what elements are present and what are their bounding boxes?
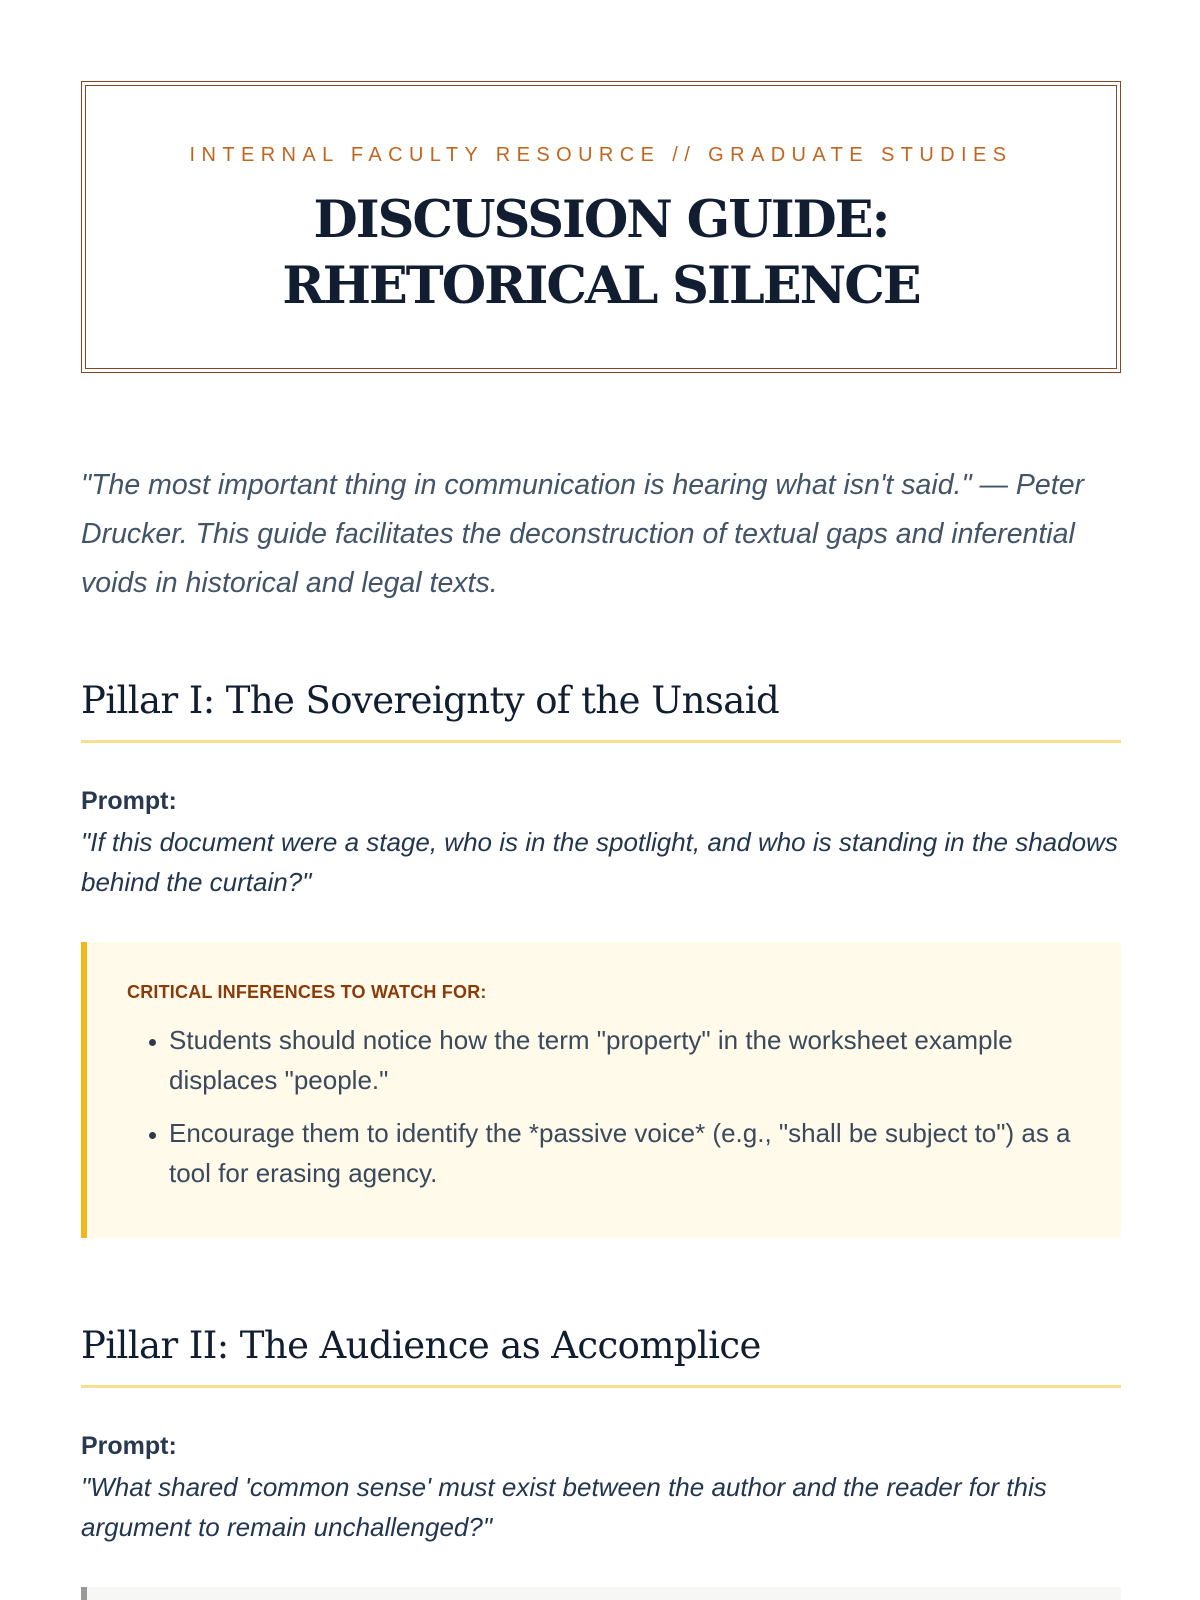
page-title — [86, 187, 1116, 319]
inference-list — [127, 1020, 1081, 1193]
header-inner-frame — [85, 85, 1117, 369]
pillar-2-title: Pillar II: The Audience as Accomplice — [81, 1323, 1121, 1388]
page-title-line-2: RHETORICAL SILENCE — [282, 256, 920, 316]
discussion-guide-page — [81, 81, 1121, 1600]
pillar-2-prompt-label: Prompt: — [81, 1432, 177, 1460]
pillar-2-callout — [81, 1587, 1121, 1600]
inference-item: • Encourage them to identify the *passive voice* (e.g., "shall be subject to") as a tool for erasing agency. — [169, 1113, 1081, 1193]
inference-item: • Students should notice how the term "property" in the worksheet example displaces "people." — [169, 1020, 1081, 1100]
pillar-1-title: Pillar I: The Sovereignty of the Unsaid — [81, 678, 1121, 743]
callout-heading: CRITICAL INFERENCES TO WATCH FOR: — [127, 982, 487, 1002]
pillar-2-prompt-text: "What shared 'common sense' must exist between the author and the reader for this argument to remain unchallenged?" — [81, 1472, 1047, 1542]
header-frame — [81, 81, 1121, 373]
pillar-1-prompt-text: "If this document were a stage, who is in the spotlight, and who is standing in the shadows behind the curtain?" — [81, 827, 1118, 897]
pillar-section-2 — [81, 1323, 1121, 1600]
pillar-1-prompt-label: Prompt: — [81, 787, 177, 815]
pillar-section-1 — [81, 678, 1121, 1238]
page-title-line-1: DISCUSSION GUIDE: — [313, 190, 889, 250]
intro-quote: "The most important thing in communication is hearing what isn't said." — Peter Drucker. This guide facilitates the deconstruction of textual gaps and inferential voids in historical and legal texts. — [81, 469, 1085, 599]
header-eyebrow: INTERNAL FACULTY RESOURCE // GRADUATE STUDIES — [189, 144, 1013, 166]
critical-inferences-callout — [81, 942, 1121, 1238]
